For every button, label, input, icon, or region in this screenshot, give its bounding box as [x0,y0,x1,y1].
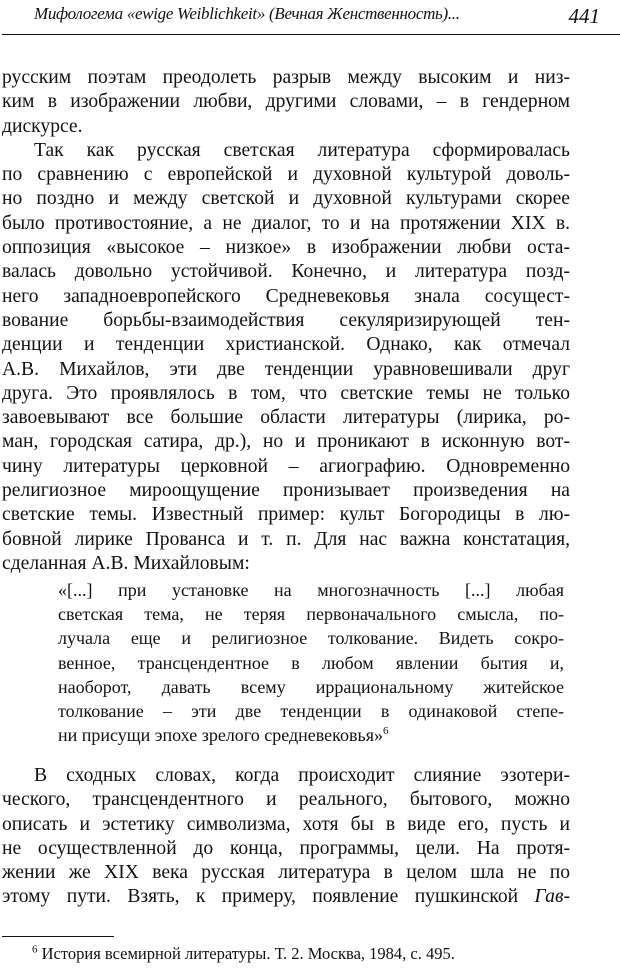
text-line: русским поэтам преодолеть разрыв между высоким и низ- [2,67,570,88]
text-line: жении же XIX века русская литература в целом шла не по [2,862,570,884]
text-line: ким в изображении любви, другими словами, – в гендерном [2,91,570,113]
text-line: валась довольно устойчивой. Конечно, и литература позд- [2,261,570,283]
text-line: описать и эстетику символизма, хотя бы в виде его, пусть и [2,813,570,835]
text-line: ческого, трансцендентного и реального, бытового, можно [2,789,570,811]
text-line: ман, городская сатира, др.), но и проникают в исконную вот- [2,431,570,453]
quote-line: толкование – эти две тенденции в одинаковой степе- [58,701,564,722]
text-line: завоевывают все большие области литературы (лирика, ро- [2,407,570,429]
text-line: не осуществленной до конца, программы, цели. На протя- [2,837,570,859]
quote-line-last [58,723,564,747]
text-line: бовной лирике Прованса и т. п. Для нас важна констатация, [2,528,570,550]
header-rule [2,34,620,35]
text-line: оппозиция «высокое – низкое» в изображении любви оста- [2,237,570,259]
main-text [2,66,570,576]
text-line: чину литературы церковной – агиографию. Одновременно [2,455,570,477]
quote-line: лучала еще и религиозное толкование. Видеть сокро- [58,628,564,649]
text-line: друга. Это проявлялось в том, что светские темы не только [2,382,570,404]
text-line: него западноевропейского Средневековья знала сосущест- [2,285,570,307]
text-line: Так как русская светская литература сформировалась [34,139,570,161]
block-quote [58,578,564,747]
quote-line: «[...] при установке на многозначность [...] любая [58,580,564,600]
footnote [32,944,455,964]
running-head-title: Мифологема «ewige Weiblichkeit» (Вечная Женственность)... [34,4,460,23]
running-header [34,4,600,34]
text-line: вование борьбы-взаимодействия секуляризирующей тен- [2,309,570,331]
text-line: В сходных словах, когда происходит слияние эзотери- [34,765,570,786]
text-line: по сравнению с европейской и духовной культурой доволь- [2,164,570,186]
text-segment: этому пути. Взять, к примеру, появление пушкинской [2,886,535,908]
quote-line: наоборот, давать всему иррациональному житейское [58,676,564,697]
italic-word: Гав- [534,886,570,908]
footnote-reference[interactable]: 6 [382,725,389,738]
text-line-last [2,885,570,909]
text-line: светские темы. Известный пример: культ Богородицы в лю- [2,504,570,526]
text-line: А.В. Михайлов, эти две тенденции уравновешивали друг [2,358,570,380]
text-line: сделанная А.В. Михайловым: [2,552,250,574]
footnote-mark: 6 [32,943,38,956]
page-number: 441 [568,4,600,28]
text-line: денции и тенденции христианской. Однако, как отмечал [2,334,570,356]
quote-line: венное, трансцендентное в любом явлении бытия и, [58,652,564,673]
quote-line-text: ни присущи эпохе зрелого средневековья» [58,725,383,746]
text-line: но поздно и между светской и духовной культурами скорее [2,188,570,210]
continuation-text [2,764,570,910]
footnote-text: История всемирной литературы. Т. 2. Москва, 1984, с. 495. [37,944,455,963]
quote-line: светская тема, не теряя первоначального смысла, по- [58,604,564,625]
text-line: религиозное мироощущение пронизывает произведения на [2,480,570,502]
text-line: дискурсе. [2,115,83,137]
footnote-rule [2,936,114,937]
text-line: было противостояние, а не диалог, то и на протяжении XIX в. [2,212,570,234]
